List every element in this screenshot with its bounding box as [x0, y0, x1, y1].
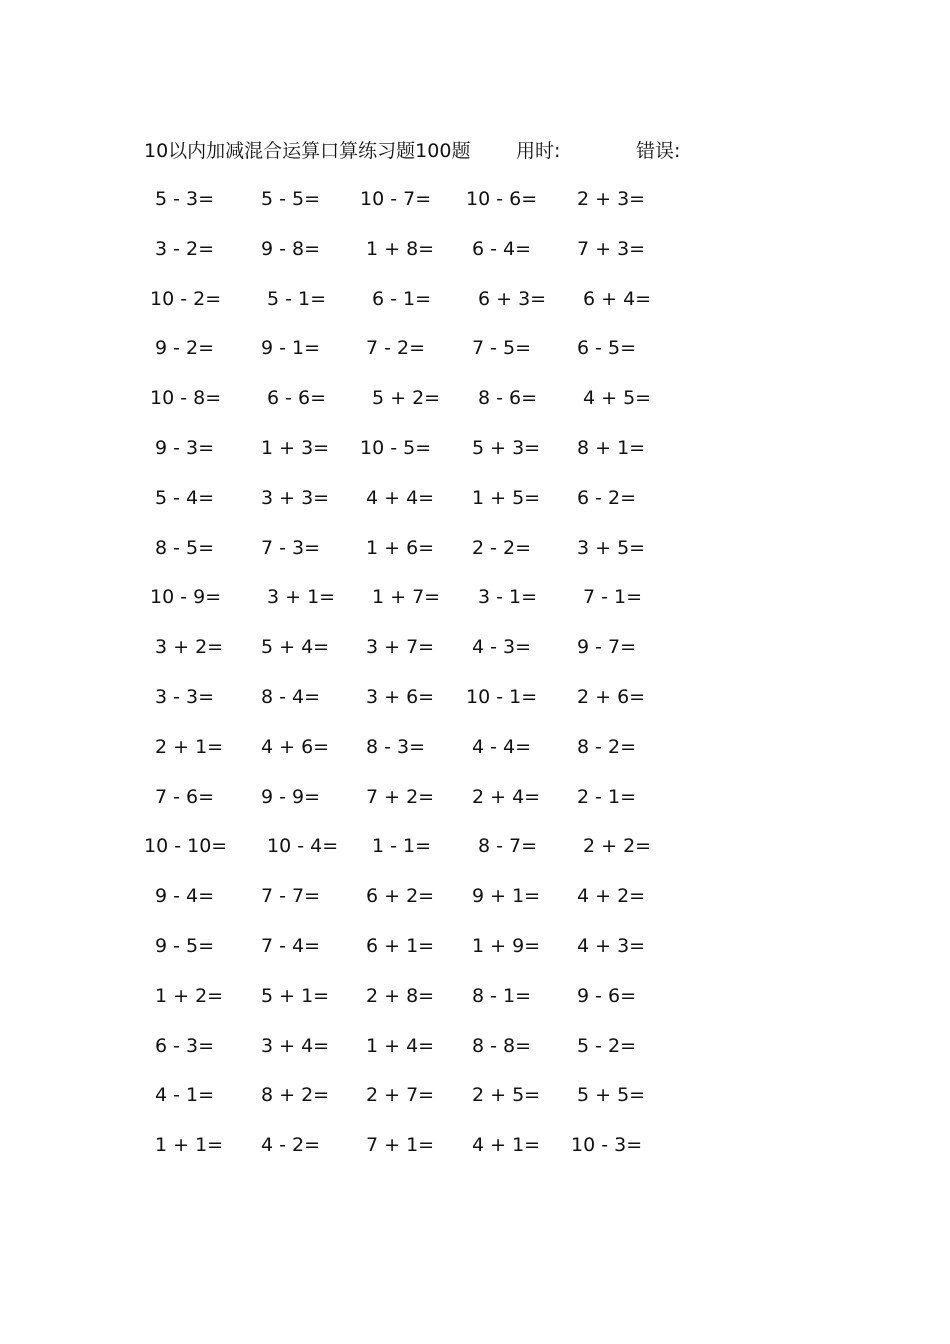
problem-row [0, 433, 950, 483]
math-problem: 4 - 3= [472, 636, 532, 659]
math-problem: 5 + 5= [577, 1084, 646, 1107]
problem-row [0, 1130, 950, 1180]
math-problem: 8 + 1= [577, 436, 646, 459]
math-problem: 10 - 2= [150, 287, 222, 310]
math-problem: 3 + 1= [267, 586, 336, 609]
problem-row [0, 881, 950, 931]
math-problem: 6 + 3= [478, 287, 547, 310]
math-problem: 3 + 2= [155, 636, 224, 659]
math-problem: 7 + 1= [366, 1134, 435, 1157]
problem-row [0, 831, 950, 881]
problem-row [0, 931, 950, 981]
math-problem: 1 - 1= [372, 835, 432, 858]
math-problem: 9 - 2= [155, 337, 215, 360]
math-problem: 6 - 2= [577, 486, 637, 509]
math-problem: 9 + 1= [472, 885, 541, 908]
worksheet-title: 10以内加减混合运算口算练习题100题 [144, 140, 471, 162]
math-problem: 2 + 8= [366, 984, 435, 1007]
math-problem: 1 + 1= [155, 1134, 224, 1157]
math-problem: 8 - 7= [478, 835, 538, 858]
math-problem: 3 - 1= [478, 586, 538, 609]
math-problem: 10 - 4= [267, 835, 339, 858]
math-problem: 8 - 3= [366, 735, 426, 758]
problem-row [0, 632, 950, 682]
math-problem: 2 - 2= [472, 536, 532, 559]
math-problem: 4 + 4= [366, 486, 435, 509]
math-problem: 5 + 1= [261, 984, 330, 1007]
math-problem: 4 + 1= [472, 1134, 541, 1157]
problem-grid [0, 184, 950, 1180]
math-problem: 3 - 2= [155, 237, 215, 260]
math-problem: 5 - 2= [577, 1034, 637, 1057]
math-problem: 7 + 3= [577, 237, 646, 260]
math-problem: 2 + 4= [472, 785, 541, 808]
math-problem: 7 - 1= [583, 586, 643, 609]
math-problem: 6 + 1= [366, 934, 435, 957]
math-problem: 5 + 3= [472, 436, 541, 459]
math-problem: 4 + 6= [261, 735, 330, 758]
math-problem: 9 - 3= [155, 436, 215, 459]
math-problem: 5 + 4= [261, 636, 330, 659]
math-problem: 7 - 7= [261, 885, 321, 908]
math-problem: 10 - 5= [360, 436, 432, 459]
math-problem: 6 - 6= [267, 387, 327, 410]
math-problem: 10 - 6= [466, 188, 538, 210]
math-problem: 9 - 8= [261, 237, 321, 260]
math-problem: 3 + 5= [577, 536, 646, 559]
math-problem: 4 + 2= [577, 885, 646, 908]
problem-row [0, 981, 950, 1031]
math-problem: 10 - 7= [360, 188, 432, 210]
math-problem: 7 - 2= [366, 337, 426, 360]
math-problem: 6 - 3= [155, 1034, 215, 1057]
math-problem: 7 - 3= [261, 536, 321, 559]
math-problem: 10 - 10= [144, 835, 228, 858]
math-problem: 4 + 3= [577, 934, 646, 957]
problem-row [0, 1031, 950, 1081]
math-problem: 2 + 7= [366, 1084, 435, 1107]
math-problem: 1 + 3= [261, 436, 330, 459]
math-problem: 10 - 3= [571, 1134, 643, 1157]
math-problem: 1 + 8= [366, 237, 435, 260]
math-problem: 10 - 9= [150, 586, 222, 609]
math-problem: 3 + 3= [261, 486, 330, 509]
math-problem: 1 + 4= [366, 1034, 435, 1057]
math-problem: 7 - 5= [472, 337, 532, 360]
math-problem: 9 - 6= [577, 984, 637, 1007]
math-problem: 5 - 4= [155, 486, 215, 509]
math-problem: 9 - 7= [577, 636, 637, 659]
problem-row [0, 533, 950, 583]
math-problem: 3 - 3= [155, 685, 215, 708]
math-problem: 2 + 2= [583, 835, 652, 858]
problem-row [0, 782, 950, 832]
math-problem: 8 - 5= [155, 536, 215, 559]
math-problem: 3 + 7= [366, 636, 435, 659]
math-problem: 3 + 4= [261, 1034, 330, 1057]
math-problem: 1 + 9= [472, 934, 541, 957]
math-problem: 2 + 1= [155, 735, 224, 758]
problem-row [0, 333, 950, 383]
math-problem: 6 + 4= [583, 287, 652, 310]
math-problem: 2 - 1= [577, 785, 637, 808]
math-problem: 6 - 4= [472, 237, 532, 260]
math-problem: 5 + 2= [372, 387, 441, 410]
math-problem: 6 + 2= [366, 885, 435, 908]
math-problem: 9 - 5= [155, 934, 215, 957]
math-problem: 1 + 7= [372, 586, 441, 609]
math-problem: 8 - 1= [472, 984, 532, 1007]
math-problem: 8 + 2= [261, 1084, 330, 1107]
math-problem: 9 - 9= [261, 785, 321, 808]
math-problem: 4 - 1= [155, 1084, 215, 1107]
problem-row [0, 582, 950, 632]
problem-row [0, 234, 950, 284]
math-problem: 10 - 8= [150, 387, 222, 410]
math-problem: 8 - 6= [478, 387, 538, 410]
math-problem: 7 - 4= [261, 934, 321, 957]
errors-label: 错误: [636, 140, 681, 162]
math-problem: 2 + 3= [577, 188, 646, 210]
problem-row [0, 483, 950, 533]
math-problem: 4 + 5= [583, 387, 652, 410]
problem-row [0, 682, 950, 732]
math-problem: 7 + 2= [366, 785, 435, 808]
math-problem: 1 + 5= [472, 486, 541, 509]
math-problem: 4 - 4= [472, 735, 532, 758]
math-problem: 4 - 2= [261, 1134, 321, 1157]
math-problem: 1 + 6= [366, 536, 435, 559]
math-problem: 2 + 6= [577, 685, 646, 708]
problem-row [0, 1080, 950, 1130]
worksheet-header [0, 136, 950, 166]
math-problem: 3 + 6= [366, 685, 435, 708]
math-problem: 2 + 5= [472, 1084, 541, 1107]
math-problem: 9 - 1= [261, 337, 321, 360]
time-used-label: 用时: [516, 140, 561, 162]
math-problem: 5 - 5= [261, 188, 321, 210]
problem-row [0, 383, 950, 433]
problem-row [0, 284, 950, 334]
math-problem: 6 - 5= [577, 337, 637, 360]
math-problem: 6 - 1= [372, 287, 432, 310]
math-problem: 8 - 8= [472, 1034, 532, 1057]
math-problem: 5 - 1= [267, 287, 327, 310]
math-problem: 5 - 3= [155, 188, 215, 210]
math-problem: 10 - 1= [466, 685, 538, 708]
math-problem: 1 + 2= [155, 984, 224, 1007]
math-problem: 9 - 4= [155, 885, 215, 908]
math-problem: 7 - 6= [155, 785, 215, 808]
problem-row [0, 184, 950, 234]
problem-row [0, 732, 950, 782]
math-problem: 8 - 2= [577, 735, 637, 758]
math-problem: 8 - 4= [261, 685, 321, 708]
